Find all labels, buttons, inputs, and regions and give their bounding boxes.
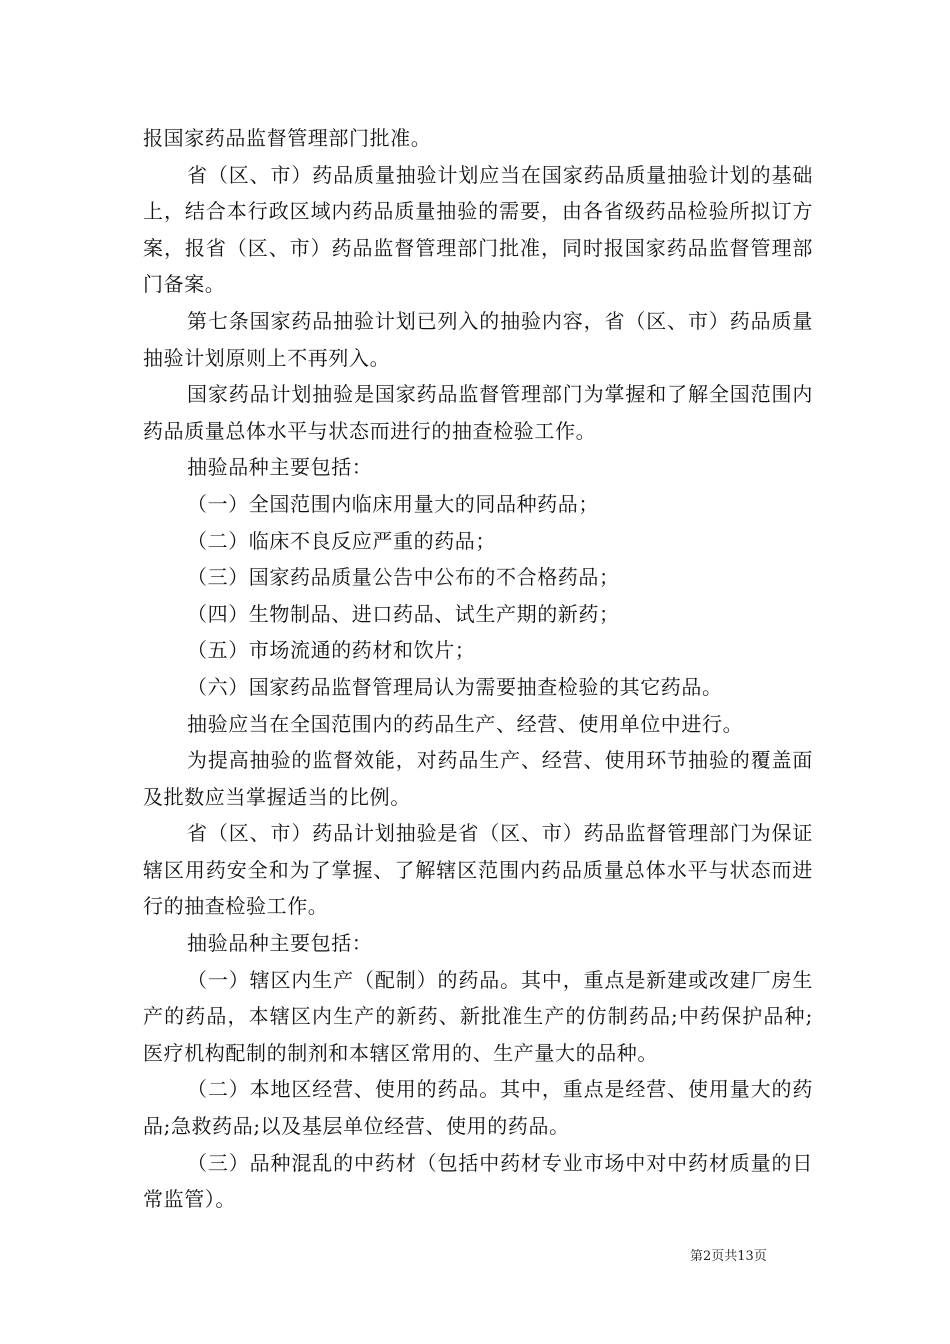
paragraph: 省（区、市）药品质量抽验计划应当在国家药品质量抽验计划的基础上，结合本行政区域内药品质量抽验的需要，由各省级药品检验所拟订方案，报省（区、市）药品监督管理部门批准，同时报国家药品监督管理部门备案。 bbox=[143, 162, 813, 297]
paragraph: 省（区、市）药品计划抽验是省（区、市）药品监督管理部门为保证辖区用药安全和为了掌握、了解辖区范围内药品质量总体水平与状态而进行的抽查检验工作。 bbox=[143, 821, 813, 919]
paragraph: 抽验应当在全国范围内的药品生产、经营、使用单位中进行。 bbox=[187, 711, 744, 736]
list-item: （一）辖区内生产（配制）的药品。其中，重点是新建或改建厂房生产的药品，本辖区内生产的新药、新批准生产的仿制药品;中药保护品种;医疗机构配制的制剂和本辖区常用的、生产量大的品种。 bbox=[143, 967, 813, 1065]
paragraph-continuation: 报国家药品监督管理部门批准。 bbox=[143, 126, 432, 150]
paragraph-list-heading: 抽验品种主要包括： bbox=[187, 931, 373, 956]
list-item: （一）全国范围内临床用量大的同品种药品； bbox=[187, 491, 599, 516]
list-item: （四）生物制品、进口药品、试生产期的新药； bbox=[187, 601, 620, 626]
list-item: （三）品种混乱的中药材（包括中药材专业市场中对中药材质量的日常监管）。 bbox=[143, 1150, 813, 1212]
document-body bbox=[143, 120, 813, 1218]
list-item: （五）市场流通的药材和饮片； bbox=[187, 638, 476, 663]
list-item: （三）国家药品质量公告中公布的不合格药品； bbox=[187, 565, 620, 590]
paragraph-article-7: 第七条国家药品抽验计划已列入的抽验内容，省（区、市）药品质量抽验计划原则上不再列入。 bbox=[143, 308, 813, 370]
paragraph: 国家药品计划抽验是国家药品监督管理部门为掌握和了解全国范围内药品质量总体水平与状态而进行的抽查检验工作。 bbox=[143, 382, 813, 443]
paragraph: 为提高抽验的监督效能，对药品生产、经营、使用环节抽验的覆盖面及批数应当掌握适当的比例。 bbox=[143, 748, 813, 809]
list-item: （二）本地区经营、使用的药品。其中，重点是经营、使用量大的药品;急救药品;以及基层单位经营、使用的药品。 bbox=[143, 1077, 813, 1139]
list-item: （二）临床不良反应严重的药品； bbox=[187, 528, 496, 553]
list-item: （六）国家药品监督管理局认为需要抽查检验的其它药品。 bbox=[187, 674, 723, 699]
page-number: 第2页共13页 bbox=[690, 1249, 767, 1264]
paragraph-list-heading: 抽验品种主要包括： bbox=[187, 455, 373, 480]
